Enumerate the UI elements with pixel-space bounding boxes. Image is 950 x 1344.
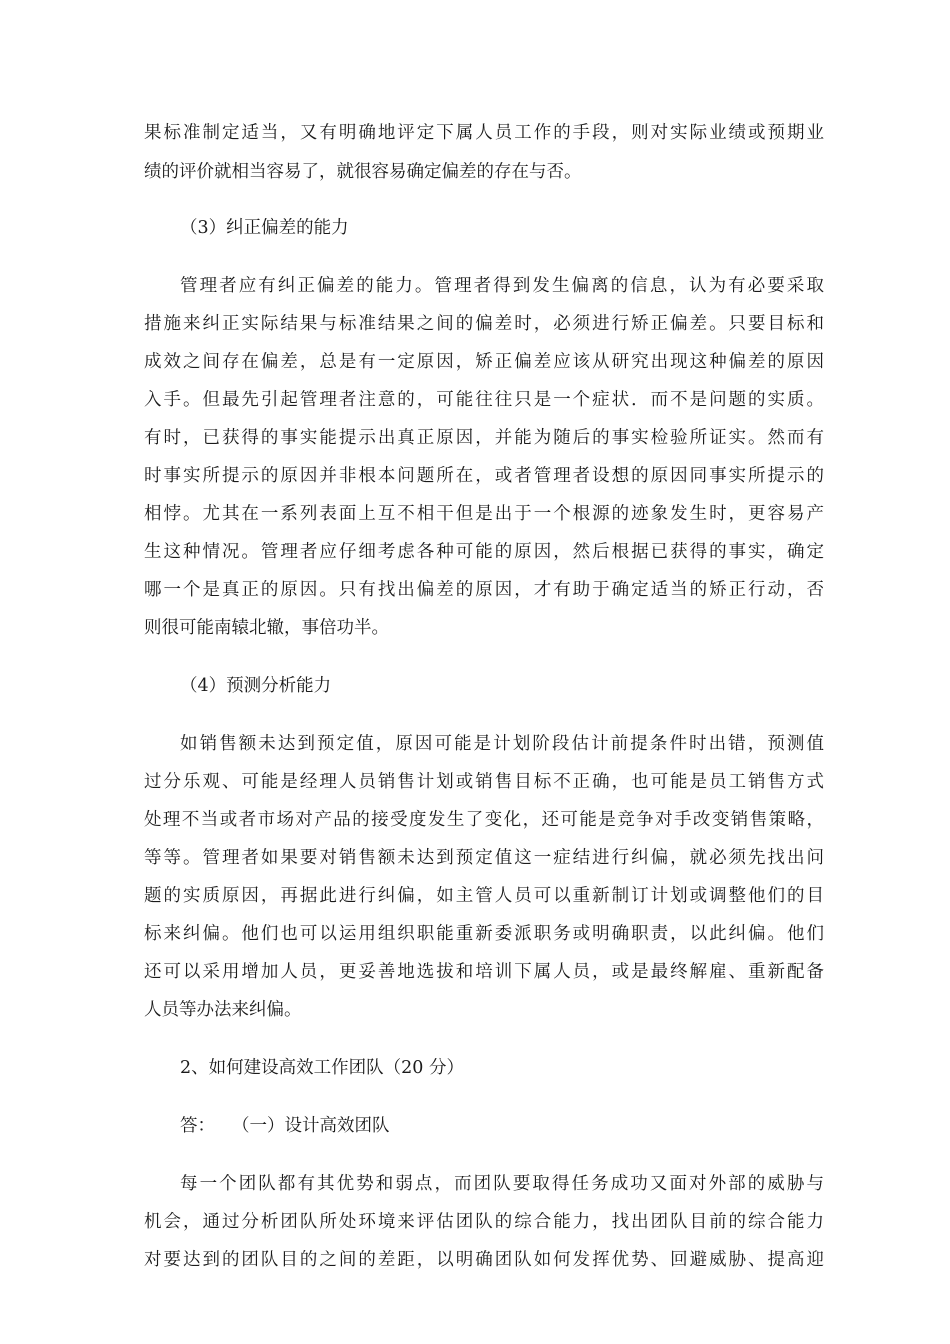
paragraph-line: 则很可能南辕北辙，事倍功半。 — [144, 618, 389, 638]
paragraph-line: 入手。但最先引起管理者注意的，可能往往只是一个症状．而不是问题的实质。 — [144, 390, 824, 410]
paragraph-line: 题的实质原因，再据此进行纠偏，如主管人员可以重新制订计划或调整他们的目 — [144, 886, 824, 906]
answer-label: 答： — [180, 1116, 215, 1136]
paragraph-line: 相悖。尤其在一系列表面上互不相干但是出于一个根源的迹象发生时，更容易产 — [144, 504, 824, 524]
paragraph-line: 人员等办法来纠偏。 — [144, 1000, 302, 1020]
paragraph-line: 如销售额未达到预定值，原因可能是计划阶段估计前提条件时出错，预测值 — [180, 734, 824, 754]
paragraph-line: 成效之间存在偏差，总是有一定原因，矫正偏差应该从研究出现这种偏差的原因 — [144, 352, 824, 372]
paragraph-line: 等等。管理者如果要对销售额未达到预定值这一症结进行纠偏，就必须先找出问 — [144, 848, 824, 868]
paragraph-line: 还可以采用增加人员，更妥善地选拔和培训下属人员，或是最终解雇、重新配备 — [144, 962, 824, 982]
paragraph-line: 对要达到的团队目的之间的差距，以明确团队如何发挥优势、回避威胁、提高迎 — [144, 1250, 824, 1270]
section-heading: （3）纠正偏差的能力 — [180, 218, 349, 238]
paragraph-line: 过分乐观、可能是经理人员销售计划或销售目标不正确，也可能是员工销售方式 — [144, 772, 824, 792]
paragraph-line: 果标准制定适当，又有明确地评定下属人员工作的手段，则对实际业绩或预期业 — [144, 123, 824, 143]
section-heading: （4）预测分析能力 — [180, 676, 332, 696]
paragraph-line: 措施来纠正实际结果与标准结果之间的偏差时，必须进行矫正偏差。只要目标和 — [144, 314, 824, 334]
paragraph-line: 绩的评价就相当容易了，就很容易确定偏差的存在与否。 — [144, 162, 582, 182]
question-heading: 2、如何建设高效工作团队（20 分） — [180, 1058, 464, 1078]
paragraph-line: 哪一个是真正的原因。只有找出偏差的原因，才有助于确定适当的矫正行动，否 — [144, 580, 824, 600]
paragraph-line: 管理者应有纠正偏差的能力。管理者得到发生偏离的信息，认为有必要采取 — [180, 276, 824, 296]
paragraph-line: 有时，已获得的事实能提示出真正原因，并能为随后的事实检验所证实。然而有 — [144, 428, 824, 448]
paragraph-line: 处理不当或者市场对产品的接受度发生了变化，还可能是竞争对手改变销售策略， — [144, 810, 824, 830]
answer-heading: （一）设计高效团队 — [232, 1116, 390, 1136]
paragraph-line: 生这种情况。管理者应仔细考虑各种可能的原因，然后根据已获得的事实，确定 — [144, 542, 824, 562]
paragraph-line: 每一个团队都有其优势和弱点，而团队要取得任务成功又面对外部的威胁与 — [180, 1174, 824, 1194]
paragraph-line: 标来纠偏。他们也可以运用组织职能重新委派职务或明确职责，以此纠偏。他们 — [144, 924, 824, 944]
paragraph-line: 时事实所提示的原因并非根本问题所在，或者管理者设想的原因同事实所提示的 — [144, 466, 824, 486]
paragraph-line: 机会，通过分析团队所处环境来评估团队的综合能力，找出团队目前的综合能力 — [144, 1212, 824, 1232]
